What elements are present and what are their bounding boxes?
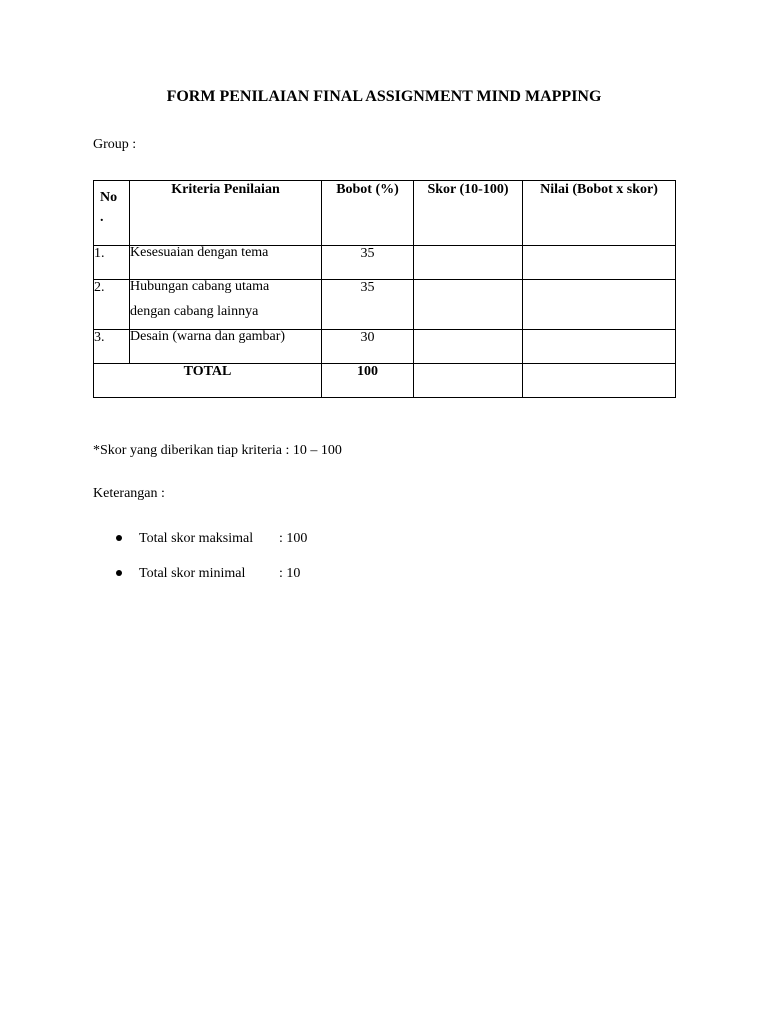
row-value-cell[interactable]	[523, 246, 676, 280]
table-total-row	[94, 364, 676, 398]
total-label: TOTAL	[94, 364, 322, 398]
header-score: Skor (10-100)	[414, 181, 523, 246]
row-weight: 35	[322, 280, 414, 330]
row-criteria-line: dengan cabang lainnya	[130, 304, 259, 319]
total-score-cell[interactable]	[414, 364, 523, 398]
keterangan-label: Keterangan :	[93, 486, 165, 501]
total-weight: 100	[322, 364, 414, 398]
bullet-label: Total skor minimal	[139, 566, 246, 581]
row-score-cell[interactable]	[414, 246, 523, 280]
row-criteria-line: Hubungan cabang utama	[130, 279, 270, 294]
header-no-text: No	[100, 190, 118, 205]
row-criteria	[130, 280, 322, 330]
row-value-cell[interactable]	[523, 280, 676, 330]
bullet-icon	[116, 570, 122, 576]
row-criteria-line: Desain (warna dan gambar)	[130, 329, 286, 344]
header-criteria: Kriteria Penilaian	[130, 181, 322, 246]
row-criteria-line: Kesesuaian dengan tema	[130, 245, 269, 260]
row-score-cell[interactable]	[414, 280, 523, 330]
header-no	[94, 181, 130, 246]
group-label: Group :	[93, 137, 137, 152]
table-row	[94, 330, 676, 364]
row-value-cell[interactable]	[523, 330, 676, 364]
assessment-table	[93, 180, 676, 398]
header-value: Nilai (Bobot x skor)	[523, 181, 676, 246]
bullet-value: : 100	[279, 531, 308, 546]
row-number: 3.	[94, 330, 130, 364]
bullet-icon	[116, 535, 122, 541]
row-criteria	[130, 330, 322, 364]
row-weight: 35	[322, 246, 414, 280]
score-note: *Skor yang diberikan tiap kriteria : 10 – 100	[93, 443, 342, 458]
table-header-row	[94, 181, 676, 246]
row-score-cell[interactable]	[414, 330, 523, 364]
bullet-label: Total skor maksimal	[139, 531, 254, 546]
total-value-cell[interactable]	[523, 364, 676, 398]
header-no-dot: .	[100, 210, 104, 225]
row-number: 1.	[94, 246, 130, 280]
bullet-value: : 10	[279, 566, 301, 581]
page-title: FORM PENILAIAN FINAL ASSIGNMENT MIND MAPPING	[166, 88, 602, 105]
header-weight: Bobot (%)	[322, 181, 414, 246]
row-weight: 30	[322, 330, 414, 364]
row-number: 2.	[94, 280, 130, 330]
table-row	[94, 280, 676, 330]
